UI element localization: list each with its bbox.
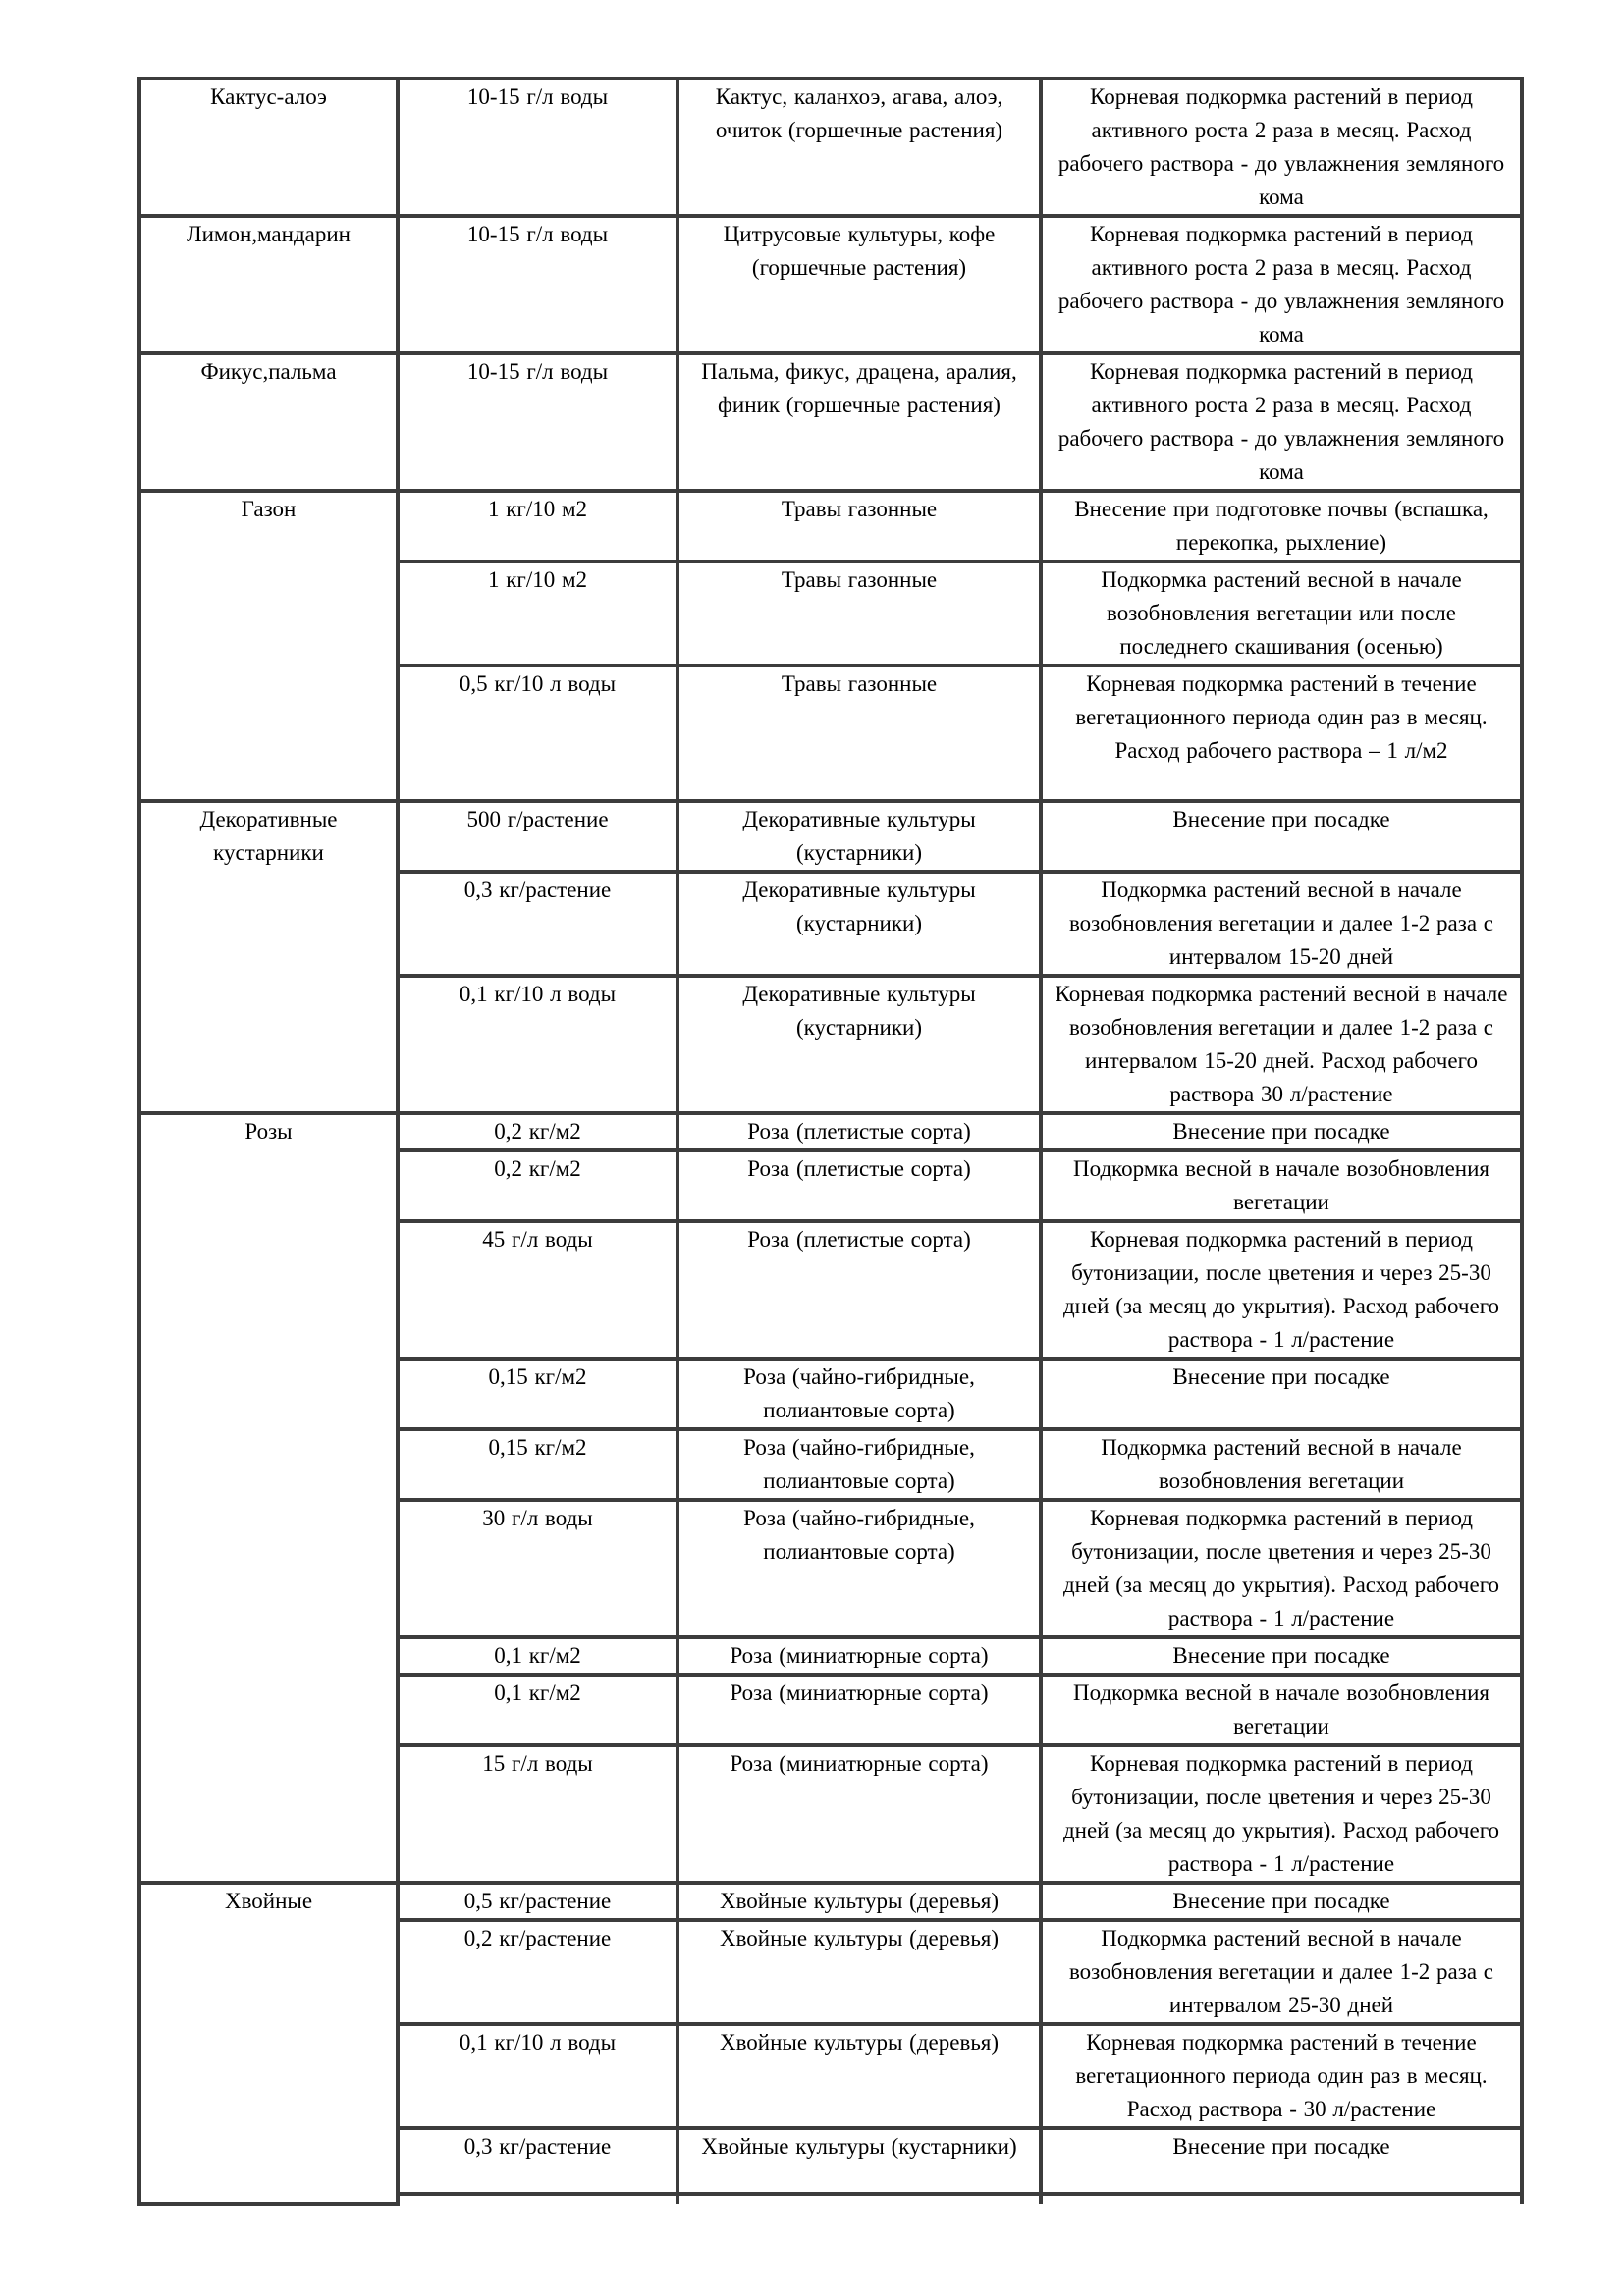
culture-cell: Роза (плетистые сорта) [677,1113,1041,1150]
application-cell: Подкормка растений весной в начале возобновления вегетации и далее 1-2 раза с интервалом 15-20 дней [1041,872,1522,976]
application-cell: Внесение при посадке [1041,801,1522,872]
culture-cell: Роза (чайно-гибридные, полиантовые сорта) [677,1500,1041,1637]
table-row [139,216,1522,353]
dose-cell: 0,15 кг/м2 [398,1359,677,1429]
culture-cell: Травы газонные [677,491,1041,561]
plant-name-cell: Хвойные [139,1883,398,2204]
culture-cell: Роза (миниатюрные сорта) [677,1675,1041,1745]
plant-name-cell: Декоративные кустарники [139,801,398,1113]
application-cell: Корневая подкормка растений в период активного роста 2 раза в месяц. Расход рабочего раствора - до увлажнения земляного кома [1041,216,1522,353]
culture-cell [677,2194,1041,2204]
dose-cell: 0,15 кг/м2 [398,1429,677,1500]
plant-name-cell: Газон [139,491,398,801]
plant-name-cell: Фикус,пальма [139,353,398,491]
culture-cell: Хвойные культуры (деревья) [677,1920,1041,2024]
dose-cell [398,2194,677,2204]
table-row [139,491,1522,561]
culture-cell: Декоративные культуры (кустарники) [677,976,1041,1113]
application-cell: Подкормка растений весной в начале возобновления вегетации и далее 1-2 раза с интервалом 25-30 дней [1041,1920,1522,2024]
culture-cell: Декоративные культуры (кустарники) [677,872,1041,976]
application-cell: Корневая подкормка растений в период бутонизации, после цветения и через 25-30 дней (за месяц до укрытия). Расход рабочего раствора - 1 л/растение [1041,1745,1522,1883]
dose-cell: 0,5 кг/10 л воды [398,666,677,801]
application-cell [1041,2194,1522,2204]
culture-cell: Декоративные культуры (кустарники) [677,801,1041,872]
culture-cell: Хвойные культуры (деревья) [677,2024,1041,2128]
fertilizer-application-table [137,77,1524,2206]
table-container [137,77,1524,2206]
application-cell: Подкормка растений весной в начале возобновления вегетации или после последнего скашивания (осенью) [1041,561,1522,666]
table-row [139,79,1522,216]
dose-cell: 0,2 кг/м2 [398,1113,677,1150]
culture-cell: Роза (плетистые сорта) [677,1150,1041,1221]
dose-cell: 0,3 кг/растение [398,872,677,976]
application-cell: Корневая подкормка растений весной в начале возобновления вегетации и далее 1-2 раза с интервалом 15-20 дней. Расход рабочего раствора 30 л/растение [1041,976,1522,1113]
culture-cell: Роза (миниатюрные сорта) [677,1745,1041,1883]
dose-cell: 15 г/л воды [398,1745,677,1883]
culture-cell: Пальма, фикус, драцена, аралия, финик (горшечные растения) [677,353,1041,491]
application-cell: Корневая подкормка растений в период активного роста 2 раза в месяц. Расход рабочего раствора - до увлажнения земляного кома [1041,79,1522,216]
culture-cell: Травы газонные [677,666,1041,801]
application-cell: Корневая подкормка растений в период бутонизации, после цветения и через 25-30 дней (за месяц до укрытия). Расход рабочего раствора - 1 л/растение [1041,1221,1522,1359]
application-cell: Корневая подкормка растений в течение вегетационного периода один раз в месяц. Расход раствора - 30 л/растение [1041,2024,1522,2128]
dose-cell: 30 г/л воды [398,1500,677,1637]
application-cell: Внесение при подготовке почвы (вспашка, перекопка, рыхление) [1041,491,1522,561]
dose-cell: 0,2 кг/м2 [398,1150,677,1221]
application-cell: Подкормка весной в начале возобновления вегетации [1041,1675,1522,1745]
culture-cell: Роза (чайно-гибридные, полиантовые сорта) [677,1359,1041,1429]
plant-name-cell: Лимон,мандарин [139,216,398,353]
dose-cell: 10-15 г/л воды [398,353,677,491]
dose-cell: 0,1 кг/10 л воды [398,2024,677,2128]
culture-cell: Роза (чайно-гибридные, полиантовые сорта) [677,1429,1041,1500]
dose-cell: 0,1 кг/м2 [398,1637,677,1675]
application-cell: Внесение при посадке [1041,1883,1522,1920]
application-cell: Внесение при посадке [1041,2128,1522,2194]
dose-cell: 0,1 кг/10 л воды [398,976,677,1113]
table-row [139,801,1522,872]
dose-cell: 45 г/л воды [398,1221,677,1359]
culture-cell: Роза (миниатюрные сорта) [677,1637,1041,1675]
application-cell: Внесение при посадке [1041,1359,1522,1429]
culture-cell: Роза (плетистые сорта) [677,1221,1041,1359]
application-cell: Внесение при посадке [1041,1637,1522,1675]
dose-cell: 10-15 г/л воды [398,79,677,216]
application-cell: Подкормка растений весной в начале возобновления вегетации [1041,1429,1522,1500]
dose-cell: 0,3 кг/растение [398,2128,677,2194]
table-row [139,1883,1522,1920]
plant-name-cell: Розы [139,1113,398,1883]
application-cell: Корневая подкормка растений в течение вегетационного периода один раз в месяц. Расход рабочего раствора – 1 л/м2 [1041,666,1522,801]
culture-cell: Кактус, каланхоэ, агава, алоэ, очиток (горшечные растения) [677,79,1041,216]
culture-cell: Травы газонные [677,561,1041,666]
dose-cell: 500 г/растение [398,801,677,872]
dose-cell: 10-15 г/л воды [398,216,677,353]
application-cell: Подкормка весной в начале возобновления вегетации [1041,1150,1522,1221]
application-cell: Корневая подкормка растений в период бутонизации, после цветения и через 25-30 дней (за месяц до укрытия). Расход рабочего раствора - 1 л/растение [1041,1500,1522,1637]
application-cell: Корневая подкормка растений в период активного роста 2 раза в месяц. Расход рабочего раствора - до увлажнения земляного кома [1041,353,1522,491]
culture-cell: Хвойные культуры (деревья) [677,1883,1041,1920]
culture-cell: Хвойные культуры (кустарники) [677,2128,1041,2194]
dose-cell: 0,5 кг/растение [398,1883,677,1920]
table-row [139,1113,1522,1150]
dose-cell: 1 кг/10 м2 [398,561,677,666]
plant-name-cell: Кактус-алоэ [139,79,398,216]
dose-cell: 0,2 кг/растение [398,1920,677,2024]
culture-cell: Цитрусовые культуры, кофе (горшечные растения) [677,216,1041,353]
application-cell: Внесение при посадке [1041,1113,1522,1150]
table-row [139,353,1522,491]
dose-cell: 1 кг/10 м2 [398,491,677,561]
dose-cell: 0,1 кг/м2 [398,1675,677,1745]
